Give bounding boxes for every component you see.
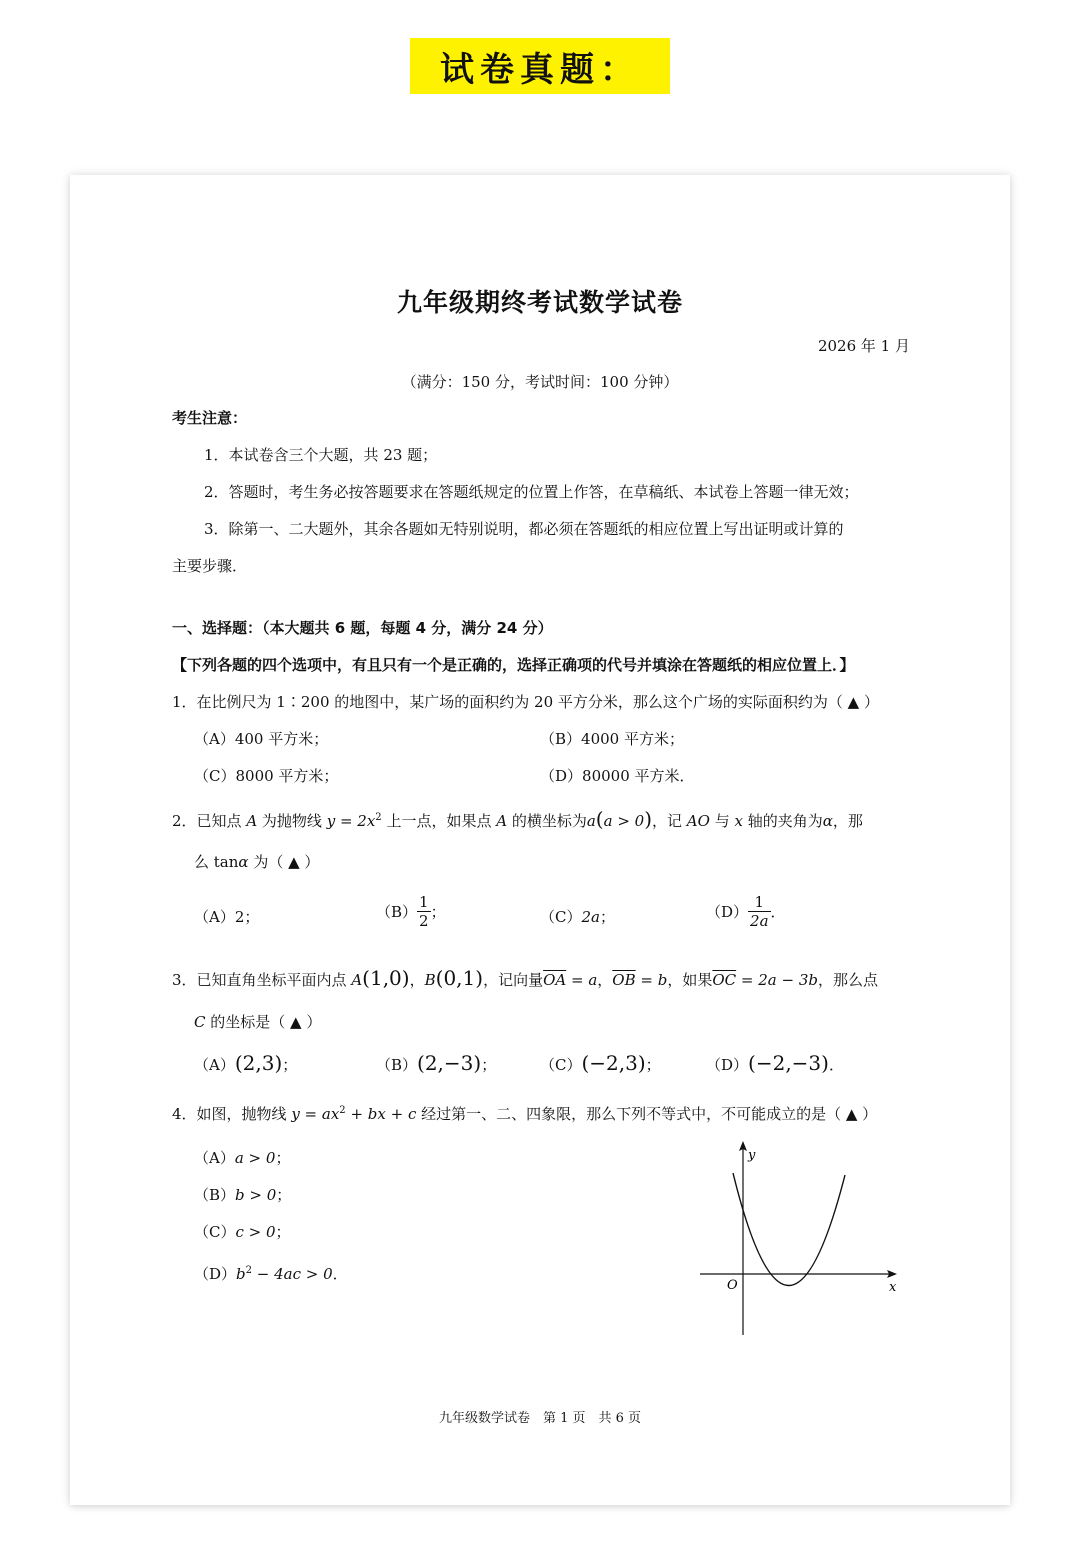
q1-option-d: （D）80000 平方米．: [540, 767, 695, 785]
q2-option-d: （D） $\frac{1}{2a}$ ．: [706, 893, 786, 930]
page-footer: 九年级数学试卷 第 1 页 共 6 页: [438, 1411, 642, 1426]
q4-option-c: （C）c > 0；: [194, 1223, 291, 1241]
q3-option-b: （B）(2,−3)；: [376, 1051, 497, 1075]
notice-2: 2．答题时，考生务必按答题要求在答题纸规定的位置上作答，在草稿纸、本试卷上答题一律无效；: [204, 483, 859, 501]
q3-option-c: （C）(−2,3)；: [540, 1051, 661, 1075]
x-axis-label: x: [889, 1280, 897, 1295]
notice-title: 考生注意：: [172, 409, 248, 427]
q2-option-b: （B） $\frac{1}{2}$ ；: [376, 893, 446, 930]
q3-option-d: （D）(−2,−3)．: [706, 1051, 844, 1075]
q1-option-a: （A）400 平方米；: [194, 730, 329, 748]
q4-option-d: $(D)b^2 - 4ac > 0$．: [194, 1265, 348, 1283]
exam-paper: [70, 175, 1010, 1505]
section1-title: 一、选择题：（本大题共 6 题，每题 4 分，满分 24 分）: [172, 619, 553, 637]
section1-instruction: 【下列各题的四个选项中，有且只有一个是正确的，选择正确项的代号并填涂在答题纸的相应位置上．】: [172, 656, 855, 674]
notice-1: 1．本试卷含三个大题，共 23 题；: [204, 446, 438, 464]
q2-option-a: （A）2；: [194, 908, 260, 926]
q3-stem-line2: C 的坐标是（ ▲ ）: [194, 1013, 322, 1031]
q2-option-c: （C）2a；: [540, 908, 615, 926]
q1-option-c: （C）8000 平方米；: [194, 767, 339, 785]
notice-3-cont: 主要步骤．: [172, 557, 248, 575]
q1-stem: 1．在比例尺为 1∶200 的地图中，某广场的面积约为 20 平方分米，那么这个广场的实际面积约为（ ▲ ）: [172, 693, 879, 711]
y-axis-label: y: [748, 1148, 756, 1163]
exam-date: 2026 年 1 月: [817, 337, 910, 355]
parabola-curve: [733, 1173, 845, 1286]
q2-stem: 2．已知点 A 为抛物线 $y = 2x^2$ 上一点，如果点 A 的横坐标为a(a > 0)，记 AO 与 x 轴的夹角为α，那: [172, 807, 863, 831]
exam-subtitle: （满分：150 分，考试时间：100 分钟）: [401, 373, 679, 391]
parabola-graph: [690, 1135, 910, 1345]
exam-title: 九年级期终考试数学试卷: [396, 288, 683, 317]
origin-label: O: [727, 1278, 738, 1293]
q4-option-b: （B）b > 0；: [194, 1186, 292, 1204]
notice-3: 3．除第一、二大题外，其余各题如无特别说明，都必须在答题纸的相应位置上写出证明或计算的: [204, 520, 844, 538]
q3-stem: 3．已知直角坐标平面内点 A(1,0)，B(0,1)，记向量$\overline{OA} = a$，$\overline{OB} = b$，如果$\overline{OC} = 2a - 3b$，那么点: [172, 966, 878, 990]
q3-option-a: （A）(2,3)；: [194, 1051, 298, 1075]
q1-option-b: （B）4000 平方米；: [540, 730, 684, 748]
q4-option-a: （A）a > 0；: [194, 1149, 291, 1167]
banner-title: 试卷真题：: [410, 38, 670, 94]
q2-stem-line2: 么 tanα 为（ ▲ ）: [194, 853, 320, 871]
q4-stem: 4．如图，抛物线 $y = ax^2$ + bx + c 经过第一、二、四象限，那么下列不等式中，不可能成立的是（ ▲ ）: [172, 1105, 878, 1123]
